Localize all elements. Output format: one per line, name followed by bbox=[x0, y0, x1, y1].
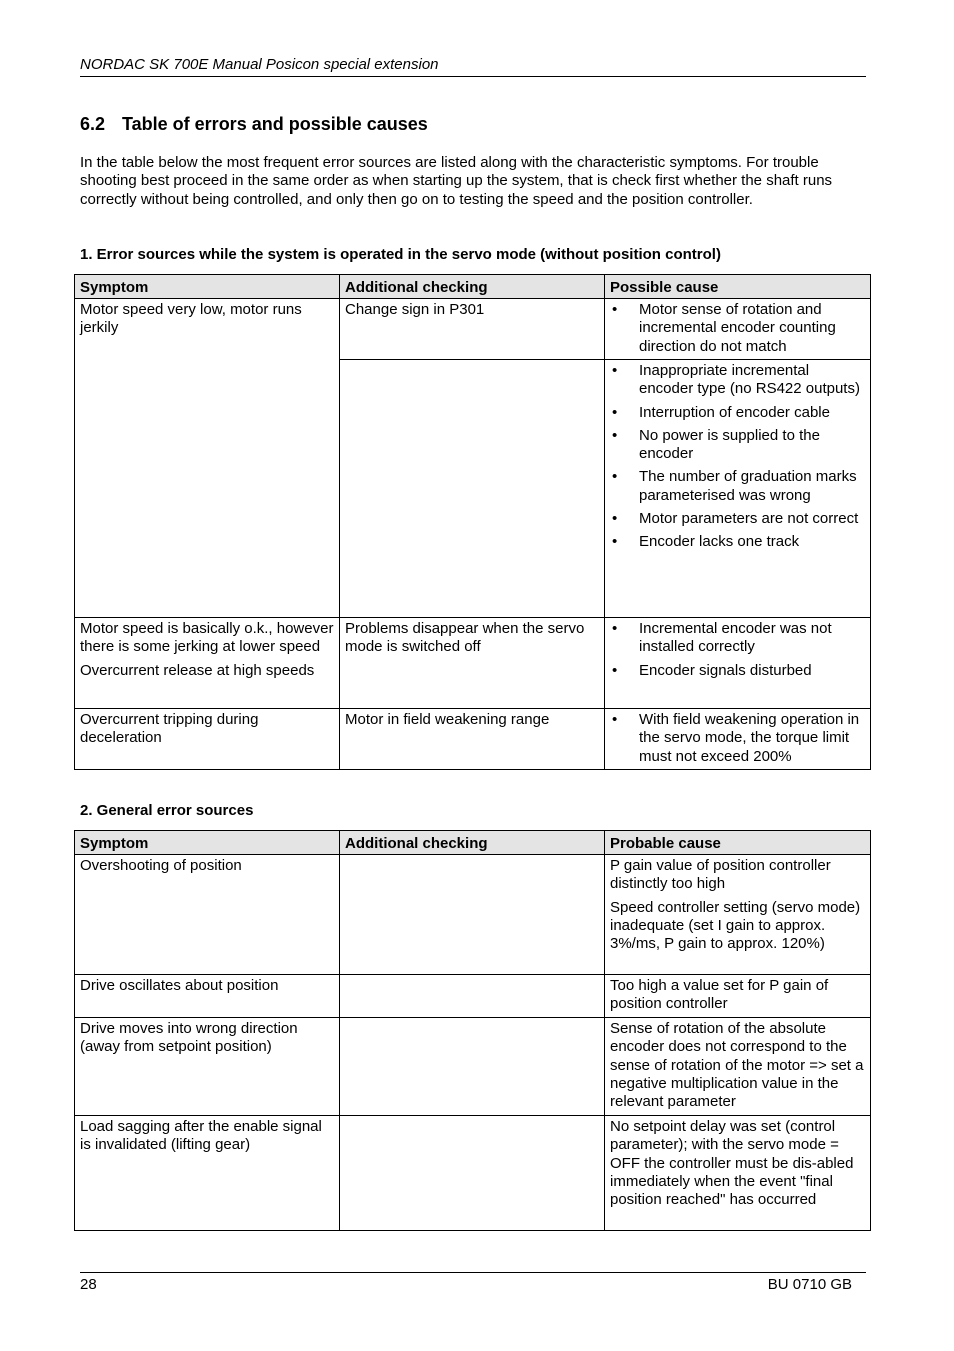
symptom-text: Overcurrent tripping during deceleration bbox=[80, 711, 259, 747]
column-header: Probable cause bbox=[605, 831, 871, 855]
symptom-text: Overcurrent release at high speeds bbox=[80, 661, 315, 679]
cause-cell bbox=[605, 1116, 871, 1231]
cause-cell bbox=[605, 975, 871, 1018]
cause-cell bbox=[605, 360, 871, 618]
table-row bbox=[75, 855, 871, 975]
checking-cell: Change sign in P301 bbox=[340, 299, 605, 360]
symptom-cell bbox=[75, 618, 340, 709]
table-row bbox=[75, 975, 871, 1018]
section-title: Table of errors and possible causes bbox=[122, 114, 428, 134]
column-header: Additional checking bbox=[340, 831, 605, 855]
page-footer bbox=[80, 1272, 866, 1293]
checking-cell bbox=[340, 855, 605, 975]
cause-item: • The number of graduation marks parameterised was wrong bbox=[610, 468, 865, 505]
column-header: Symptom bbox=[75, 275, 340, 299]
symptom-cell bbox=[75, 299, 340, 618]
cause-item: • Motor sense of rotation and incremental encoder counting direction do not match bbox=[610, 301, 865, 356]
table2-heading: 2. General error sources bbox=[80, 802, 254, 819]
cause-text: P gain value of position controller distinctly too high bbox=[610, 857, 831, 893]
checking-cell: Problems disappear when the servo mode is switched off bbox=[340, 618, 605, 709]
symptom-text: Motor speed very low, motor runs jerkily bbox=[80, 301, 302, 337]
symptom-cell bbox=[75, 709, 340, 770]
table-row bbox=[75, 709, 871, 770]
symptom-cell: Drive oscillates about position bbox=[75, 975, 340, 1018]
errors-table-servo bbox=[74, 274, 871, 770]
table-row bbox=[75, 1018, 871, 1116]
cause-text: No setpoint delay was set (control parameter); with the servo mode = OFF the controller must be dis-abled immediately when the event "final position reached" has occurred bbox=[610, 1118, 854, 1209]
intro-paragraph: In the table below the most frequent error sources are listed along with the characteristic symptoms. For trouble shooting best proceed in the same order as when starting up the system, that is check first whether the shaft runs correctly without being controlled, and only then go on to testing the speed and the position controller. bbox=[80, 154, 833, 208]
page-number: 28 bbox=[80, 1276, 97, 1293]
column-header: Symptom bbox=[75, 831, 340, 855]
section-heading bbox=[80, 114, 428, 135]
checking-cell: Motor in field weakening range bbox=[340, 709, 605, 770]
cause-list bbox=[610, 620, 865, 680]
cause-text: Sense of rotation of the absolute encoder does not correspond to the sense of rotation of the motor => set a negative multiplication value in the relevant parameter bbox=[610, 1020, 864, 1111]
table-row bbox=[75, 1116, 871, 1231]
checking-cell bbox=[340, 975, 605, 1018]
cause-list bbox=[610, 301, 865, 356]
table-row bbox=[75, 299, 871, 360]
cause-cell bbox=[605, 855, 871, 975]
symptom-cell: Load sagging after the enable signal is invalidated (lifting gear) bbox=[75, 1116, 340, 1231]
running-header: NORDAC SK 700E Manual Posicon special extension bbox=[80, 56, 866, 77]
cause-cell bbox=[605, 1018, 871, 1116]
column-header: Additional checking bbox=[340, 275, 605, 299]
cause-item: • Interruption of encoder cable bbox=[610, 404, 865, 422]
cause-list bbox=[610, 711, 865, 766]
column-header: Possible cause bbox=[605, 275, 871, 299]
cause-item: • Encoder lacks one track bbox=[610, 533, 865, 551]
checking-cell bbox=[340, 1116, 605, 1231]
cause-item: • Motor parameters are not correct bbox=[610, 510, 865, 528]
cause-list bbox=[610, 362, 865, 552]
checking-cell bbox=[340, 1018, 605, 1116]
cause-item: • With field weakening operation in the servo mode, the torque limit must not exceed 200% bbox=[610, 711, 865, 766]
cause-item: • Encoder signals disturbed bbox=[610, 662, 865, 680]
cause-item: • Incremental encoder was not installed correctly bbox=[610, 620, 865, 657]
checking-cell bbox=[340, 360, 605, 618]
table-header-row bbox=[75, 831, 871, 855]
cause-cell bbox=[605, 618, 871, 709]
cause-cell bbox=[605, 709, 871, 770]
cause-cell bbox=[605, 299, 871, 360]
symptom-cell: Overshooting of position bbox=[75, 855, 340, 975]
cause-text: Too high a value set for P gain of position controller bbox=[610, 977, 829, 1013]
table1-heading: 1. Error sources while the system is operated in the servo mode (without position control) bbox=[80, 246, 721, 263]
cause-item: • Inappropriate incremental encoder type (no RS422 outputs) bbox=[610, 362, 865, 399]
document-code: BU 0710 GB bbox=[767, 1276, 852, 1293]
table-header-row bbox=[75, 275, 871, 299]
symptom-text: Motor speed is basically o.k., however there is some jerking at lower speed bbox=[80, 620, 334, 656]
symptom-cell: Drive moves into wrong direction (away from setpoint position) bbox=[75, 1018, 340, 1116]
errors-table-general bbox=[74, 830, 871, 1231]
table-row bbox=[75, 618, 871, 709]
cause-item: • No power is supplied to the encoder bbox=[610, 427, 865, 464]
section-number: 6.2 bbox=[80, 114, 106, 134]
cause-text: Speed controller setting (servo mode) inadequate (set I gain to approx. 3%/ms, P gain to approx. 120%) bbox=[610, 898, 861, 953]
